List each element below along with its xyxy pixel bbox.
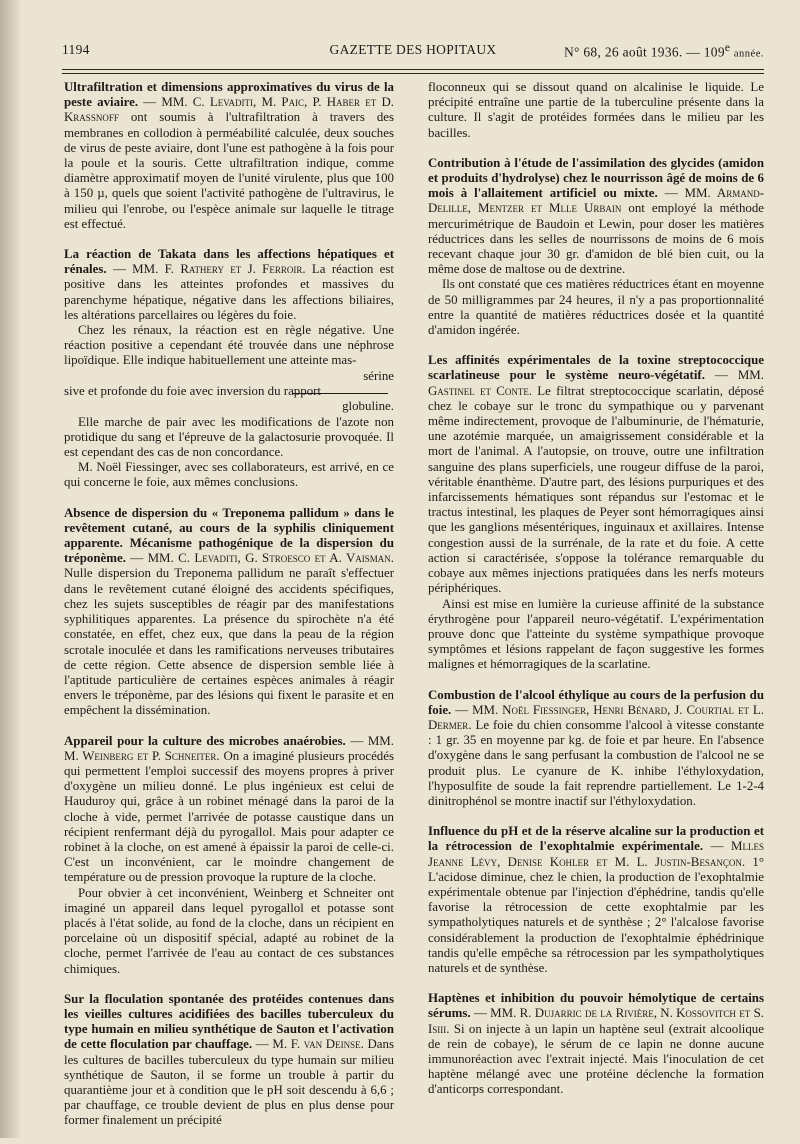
article-paragraph: Les affinités expérimentales de la toxine streptococcique scarlatineuse pour le système neuro-végétatif. — MM. Gastinel et Conte. Le filtrat streptococcique scarlatin, déposé chez le cobaye sur le tronc du sympathique ou y parvenant même indirectement, provoque de l'albuminurie, de l'hématurie, une azotémie marquée, un amaigrissement considérable et la mort de l'animal. A l'autopsie, on trouve, outre une infiltration sanguine des plans superficiels, une rougeur diffuse de la paroi, véritable énanthème. D'autre part, des lésions purpuriques et des infarcissements hématiques sont répandus sur l'estomac et le tractus intestinal, les plaques de Peyer sont hémorragiques ainsi que les ganglions mésentériques, inguinaux et axillaires. Intense congestion aussi de la surrénale, de la rate et du foie. A cette action si caractérisée, s'oppose la tolérance remarquable du cobaye aux mêmes injections pratiquées dans les nerfs moteurs périphériques. <box>428 353 764 596</box>
article <box>64 247 394 491</box>
article-body: ont employé la méthode mercurimétrique de Baudoin et Lewin, pour doser les matières réductrices dans les selles de nourrissons de moins de 6 mois recevant chaque jour 30 gr. d'amidon de blé bien cuit, ou la même dose de maltose ou de dextrine. <box>428 201 765 277</box>
article-body: Pour obvier à cet inconvénient, Weinberg et Schneiter ont imaginé un appareil dans lequel pyrogallol et potasse sont placés à l'état solide, au fond de la cloche, dans un récipient en porcelaine où un dispositif spécial, adapté au robinet de la cloche, permet l'arrivée de l'eau au contact de ces substances chimiques. <box>64 885 394 976</box>
article-body: 1° L'acidose diminue, chez le chien, la production de l'exophtalmie expérimentale obtenue par l'injection d'éphédrine, tandis qu'elle favorise la rétrocession de cette exophtalmie par les sympatholytiques naturels et de synthèse ; 2° l'alcalose favorise considérablement la production de l'exophtalmie éphédrinique tandis qu'elle empêche sa rétrocession par les sympatholytiques naturels et de synthèse. <box>428 854 764 975</box>
formula-text: sive et profonde du foie avec inversion du rapport <box>64 383 322 398</box>
article-authors: MM. F. Rathery et J. Ferroir. <box>132 262 306 277</box>
issue-sup: e <box>724 42 731 54</box>
article <box>64 506 394 719</box>
article-title: Appareil pour la culture des microbes anaérobies. <box>64 733 346 748</box>
article-paragraph <box>64 323 394 369</box>
article-body: Ils ont constaté que ces matières réductrices étant en moyenne de 50 milligrammes par 24 heures, il n'y a pas proportionnalité entre la quantité de matières réductrices dosée et la quantité d'amidon ingérée. <box>428 277 764 338</box>
issue-info <box>564 42 764 61</box>
article-paragraph: Combustion de l'alcool éthylique au cours de la perfusion du foie. — MM. Noël Fiessinger, Henri Bénard, J. Courtial et L. Dermer. Le foie du chien consomme l'alcool à vitesse constante : 1 gr. 35 en moyenne par kg. de foie et par heure. En l'absence d'oxygène dans le sang perfusant la combustion de l'alcool ne se produit plus. Le cyanure de K. inhibe l'éthyloxydation, l'hyposulfite de soude la fait reprendre partiellement. Le 1-2-4 dinitrophénol se montre inactif sur l'éthyloxydation. <box>428 687 764 808</box>
article-title: Haptènes et inhibition du pouvoir hémolytique de certains sérums. <box>428 991 764 1021</box>
page-edge-shadow <box>0 0 22 1138</box>
header-rule-bottom <box>62 73 764 74</box>
article-paragraph: La réaction de Takata dans les affections hépatiques et rénales. — MM. F. Rathery et J. Ferroir. La réaction est positive dans les atteintes profondes et massives du parenchyme hépatique, négative dans les affections biliaires, les altérations parcellaires ou légères du foie. <box>64 247 394 322</box>
journal-title: GAZETTE DES HOPITAUX <box>329 42 497 57</box>
article-authors: MM. Gastinel et Conte. <box>428 368 764 398</box>
article-title: Les affinités expérimentales de la toxine streptococcique scarlatineuse pour le système neuro-végétatif. <box>428 353 764 383</box>
article <box>428 80 764 141</box>
article-authors: MM. M. Weinberg et P. Schneiter. <box>64 733 394 763</box>
article-paragraph: Influence du pH et de la réserve alcaline sur la production et la rétrocession de l'exophtalmie expérimentale. — Mlles Jeanne Lévy, Denise Kohler et M. L. Justin-Besançon. 1° L'acidose diminue, chez le chien, la production de l'exophtalmie expérimentale obtenue par l'injection d'éphédrine, tandis qu'elle favorise la rétrocession de cette exophtalmie par les sympatholytiques naturels et de synthèse ; 2° l'alcalose favorise considérablement la production de l'exophtalmie éphédrinique tandis qu'elle empêche sa rétrocession par les sympatholytiques naturels et de synthèse. <box>428 824 764 975</box>
article-paragraph <box>64 886 394 977</box>
article <box>64 734 394 977</box>
article-paragraph <box>64 415 394 461</box>
article-body: Dans les cultures de bacilles tuberculeux du type humain sur milieu synthétique de Sauton, il se forme un trouble à partir du quarantième jour et à condition que le pH soit descendu à 6,6 ; par chauffage, ce trouble devient de plus en plus dense pour former finalement un précipité <box>64 1037 394 1128</box>
article-title: Sur la floculation spontanée des protéides contenues dans les vieilles cultures acidifiées des bacilles tuberculeux du type humain en milieu synthétique de Sauton et l'activation de cette floculation par chauffage. <box>64 991 394 1052</box>
article-body: Si on injecte à un lapin un haptène seul (extrait alcoolique de rein de cobaye), le sérum de ce lapin ne donne aucune immunoréaction avec l'extrait injecté. Mais l'inoculation de cet haptène mélangé avec une protéine déclenche la formation d'anticorps correspondant. <box>428 1021 764 1097</box>
issue-year-label: année. <box>733 48 764 60</box>
fraction-bar <box>292 393 388 394</box>
article-body: Le filtrat streptococcique scarlatin, déposé chez le cobaye sur le tronc du sympathique ou y parvenant même indirectement, provoque de l'albuminurie, de l'hématurie, une azotémie marquée, un amaigrissement considérable et la mort de l'animal. A l'autopsie, on trouve, outre une infiltration sanguine des plans superficiels, une rougeur diffuse de la paroi, véritable énanthème. D'autre part, des lésions purpuriques et des infarcissements hématiques sont répandus sur l'estomac et le tractus intestinal, les plaques de Peyer sont hémorragiques ainsi que les ganglions mésentériques, inguinaux et axillaires. Intense congestion aussi de la surrénale, de la rate et du foie. A cette action si caractérisée, s'oppose la tolérance remarquable du cobaye aux mêmes injections pratiquées dans les nerfs moteurs périphériques. <box>428 383 764 596</box>
article-body: Chez les rénaux, la réaction est en règle négative. Une réaction positive a cependant été trouvée dans une néphrose lipoïdique. Elle indique habituellement une atteinte mas- <box>64 323 394 368</box>
article-body: floconneux qui se dissout quand on alcalinise le liquide. Le précipité entraîne une partie de la tuberculine présente dans la culture. Il s'agit de protéides formées dans le milieu par les bacilles. <box>428 80 764 140</box>
page-header <box>62 42 764 64</box>
article <box>428 991 764 1097</box>
article-authors: M. F. van Deinse. <box>272 1037 364 1052</box>
article <box>64 80 394 232</box>
article-paragraph: Sur la floculation spontanée des protéides contenues dans les vieilles cultures acidifiées des bacilles tuberculeux du type humain en milieu synthétique de Sauton et l'activation de cette floculation par chauffage. — M. F. van Deinse. Dans les cultures de bacilles tuberculeux du type humain sur milieu synthétique de Sauton, il se forme un trouble à partir du quarantième jour et à condition que le pH soit descendu à 6,6 ; par chauffage, ce trouble devient de plus en plus dense pour former finalement un précipité <box>64 991 394 1128</box>
article-paragraph <box>428 597 764 673</box>
article-authors: MM. Armand-Delille, Mentzer et Mlle Urbain <box>428 186 765 216</box>
article-paragraph: Absence de dispersion du « Treponema pallidum » dans le revêtement cutané, au cours de la syphilis cliniquement apparente. Mécanisme pathogénique de la dispersion du tréponème. — MM. C. Levaditi, G. Stroesco et A. Vaisman. Nulle dispersion du Treponema pallidum ne paraît s'effectuer dans le revêtement cutané éloigné des accidents spécifiques, chez les sujets susceptibles de réagir par des manifestations syphilitiques apparentes. La présence du spirochète n'a été constatée, en effet, chez eux, que dans la peau de la région scrotale inoculée et dans les ramifications nerveuses tributaires de cette région. Cette absence de dispersion semble liée à l'aptitude particulière de certaines espèces animales à réagir envers le tréponème, par des lésions qui fixent le parasite et en empêchent la dissémination. <box>64 505 394 718</box>
right-column <box>428 80 764 1113</box>
article-paragraph <box>428 277 764 338</box>
article-body: Nulle dispersion du Treponema pallidum ne paraît s'effectuer dans le revêtement cutané éloigné des accidents spécifiques, chez les sujets susceptibles de réagir par des manifestations syphilitiques apparentes. La présence du spirochète n'a été constatée, en effet, chez eux, que dans la peau de la région scrotale inoculée et dans les ramifications nerveuses tributaires de cette région. Cette absence de dispersion semble liée à l'aptitude particulière de certaines espèces animales à réagir envers le tréponème, par des lésions qui fixent le parasite et en empêchent la dissémination. <box>64 566 394 718</box>
article-paragraph: Ultrafiltration et dimensions approximatives du virus de la peste aviaire. — MM. C. Levaditi, M. Paic, P. Haber et D. Krassnoff ont soumis à l'ultrafiltration à travers des membranes en collodion à perméabilité calculée, deux souches de virus de peste aviaire, dont l'une est pathogène à la fois pour la poule et la souris. Cette ultrafiltration indique, comme diamètre approximatif moyen de l'unité virulente, plus que 100 à 150 µ, quels que soient l'activité pathogène de l'ultravirus, le milieu qui l'enrobe, ou l'espèce animale sur laquelle le titrage est effectué. <box>64 80 394 231</box>
article-body: Le foie du chien consomme l'alcool à vitesse constante : 1 gr. 35 en moyenne par kg. de foie et par heure. En l'absence d'oxygène dans le sang perfusant la combustion de l'alcool ne se produit plus. Le cyanure de K. inhibe l'éthyloxydation, l'hyposulfite de soude la fait reprendre partiellement. Le 1-2-4 dinitrophénol se montre inactif sur l'éthyloxydation. <box>428 717 764 808</box>
article-authors: MM. Noël Fiessinger, Henri Bénard, J. Courtial et L. Dermer. <box>428 702 764 732</box>
article-title: Combustion de l'alcool éthylique au cours de la perfusion du foie. <box>428 687 764 717</box>
article-paragraph <box>428 80 764 141</box>
article-title: Ultrafiltration et dimensions approximatives du virus de la peste aviaire. <box>64 80 394 110</box>
article-title: La réaction de Takata dans les affections hépatiques et rénales. <box>64 247 394 277</box>
article-body: On a imaginé plusieurs procédés qui permettent l'emploi successif des moyens propres à priver d'oxygène un milieu donné. Le plus ingénieux est celui de Hauduroy qui, grâce à un robinet ménagé dans la paroi de la cloche à vide, permet l'arrivée de potasse caustique dans un récipient renfermant déjà du pyrogallol. Mais pour adapter ce robinet à la cloche, on est amené à épaissir la paroi de celle-ci. C'est un inconvénient, car le moindre changement de température ou de pression provoque la rupture de la cloche. <box>64 748 394 885</box>
article-authors: MM. R. Dujarric de la Rivière, N. Kossovitch et S. Isiii. <box>428 1006 764 1036</box>
article-paragraph: Haptènes et inhibition du pouvoir hémolytique de certains sérums. — MM. R. Dujarric de la Rivière, N. Kossovitch et S. Isiii. Si on injecte à un lapin un haptène seul (extrait alcoolique de rein de cobaye), le sérum de ce lapin ne donne aucune immunoréaction avec l'extrait injecté. Mais l'inoculation de cet haptène mélangé avec une protéine déclenche la formation d'anticorps correspondant. <box>428 991 764 1097</box>
article-body: Elle marche de pair avec les modifications de l'azote non protidique du sang et l'épreuve de la galactosurie provoquée. Il est cependant des cas de non concordance. <box>64 414 394 460</box>
formula-numerator: sérine <box>363 368 394 383</box>
article-paragraph <box>64 460 394 490</box>
article-authors: MM. C. Levaditi, M. Paic, P. Haber et D. Krassnoff <box>64 95 394 125</box>
article-body: Ainsi est mise en lumière la curieuse affinité de la substance érythrogène pour l'appareil neuro-végétatif. L'expérimentation prouve donc que l'atteinte du système sympathique provoque symptômes et lésions rappelant de façon suggestive les formes malignes et hémorragiques de la scarlatine. <box>428 596 764 672</box>
article <box>428 353 764 672</box>
left-column <box>64 80 394 1144</box>
article-authors: Mlles Jeanne Lévy, Denise Kohler et M. L. Justin-Besançon. <box>428 839 764 869</box>
article-body: La réaction est positive dans les atteintes profondes et massives du parenchyme hépatique, négative dans les affections biliaires, les altérations parcellaires ou légères du foie. <box>64 262 394 322</box>
article <box>428 824 764 976</box>
formula-denominator: globuline. <box>342 398 394 413</box>
article <box>64 992 394 1129</box>
article-paragraph: Appareil pour la culture des microbes anaérobies. — MM. M. Weinberg et P. Schneiter. On a imaginé plusieurs procédés qui permettent l'emploi successif des moyens propres à priver d'oxygène un milieu donné. Le plus ingénieux est celui de Hauduroy qui, grâce à un robinet ménagé dans la paroi de la cloche à vide, permet l'arrivée de potasse caustique dans un récipient renfermant déjà du pyrogallol. Mais pour adapter ce robinet à la cloche, on est amené à épaissir la paroi de celle-ci. C'est un inconvénient, car le moindre changement de température ou de pression provoque la rupture de la cloche. <box>64 733 394 885</box>
article-title: Absence de dispersion du « Treponema pallidum » dans le revêtement cutané, au cours de la syphilis cliniquement apparente. Mécanisme pathogénique de la dispersion du tréponème. <box>64 505 394 566</box>
page-number: 1194 <box>62 42 90 57</box>
ratio-formula <box>64 369 394 415</box>
article-title: Contribution à l'étude de l'assimilation des glycides (amidon et produits d'hydrolyse) chez le nourrisson âgé de moins de 6 mois à l'allaitement artificiel ou mixte. <box>428 155 764 201</box>
article-body: ont soumis à l'ultrafiltration à travers des membranes en collodion à perméabilité calculée, deux souches de virus de peste aviaire, dont l'une est pathogène à la fois pour la poule et la souris. Cette ultrafiltration indique, comme diamètre approximatif moyen de l'unité virulente, plus que 100 à 150 µ, quels que soient l'activité pathogène de l'ultravirus, le milieu qui l'enrobe, ou l'espèce animale sur laquelle le titrage est effectué. <box>64 110 394 231</box>
article-title: Influence du pH et de la réserve alcaline sur la production et la rétrocession de l'exophtalmie expérimentale. <box>428 824 764 854</box>
article-authors: MM. C. Levaditi, G. Stroesco et A. Vaisman. <box>147 551 394 566</box>
issue-text: N° 68, 26 août 1936. — 109 <box>563 44 725 60</box>
article <box>428 156 764 338</box>
article-body: M. Noël Fiessinger, avec ses collaborateurs, est arrivé, en ce qui concerne le foie, aux mêmes conclusions. <box>64 460 394 490</box>
article-paragraph: Contribution à l'étude de l'assimilation des glycides (amidon et produits d'hydrolyse) chez le nourrisson âgé de moins de 6 mois à l'allaitement artificiel ou mixte. — MM. Armand-Delille, Mentzer et Mlle Urbain ont employé la méthode mercurimétrique de Baudoin et Lewin, pour doser les matières réductrices dans les selles de nourrissons de moins de 6 mois recevant chaque jour 30 gr. d'amidon de blé bien cuit, ou la même dose de maltose ou de dextrine. <box>428 155 765 277</box>
header-rule-top <box>62 69 764 70</box>
article <box>428 688 764 810</box>
